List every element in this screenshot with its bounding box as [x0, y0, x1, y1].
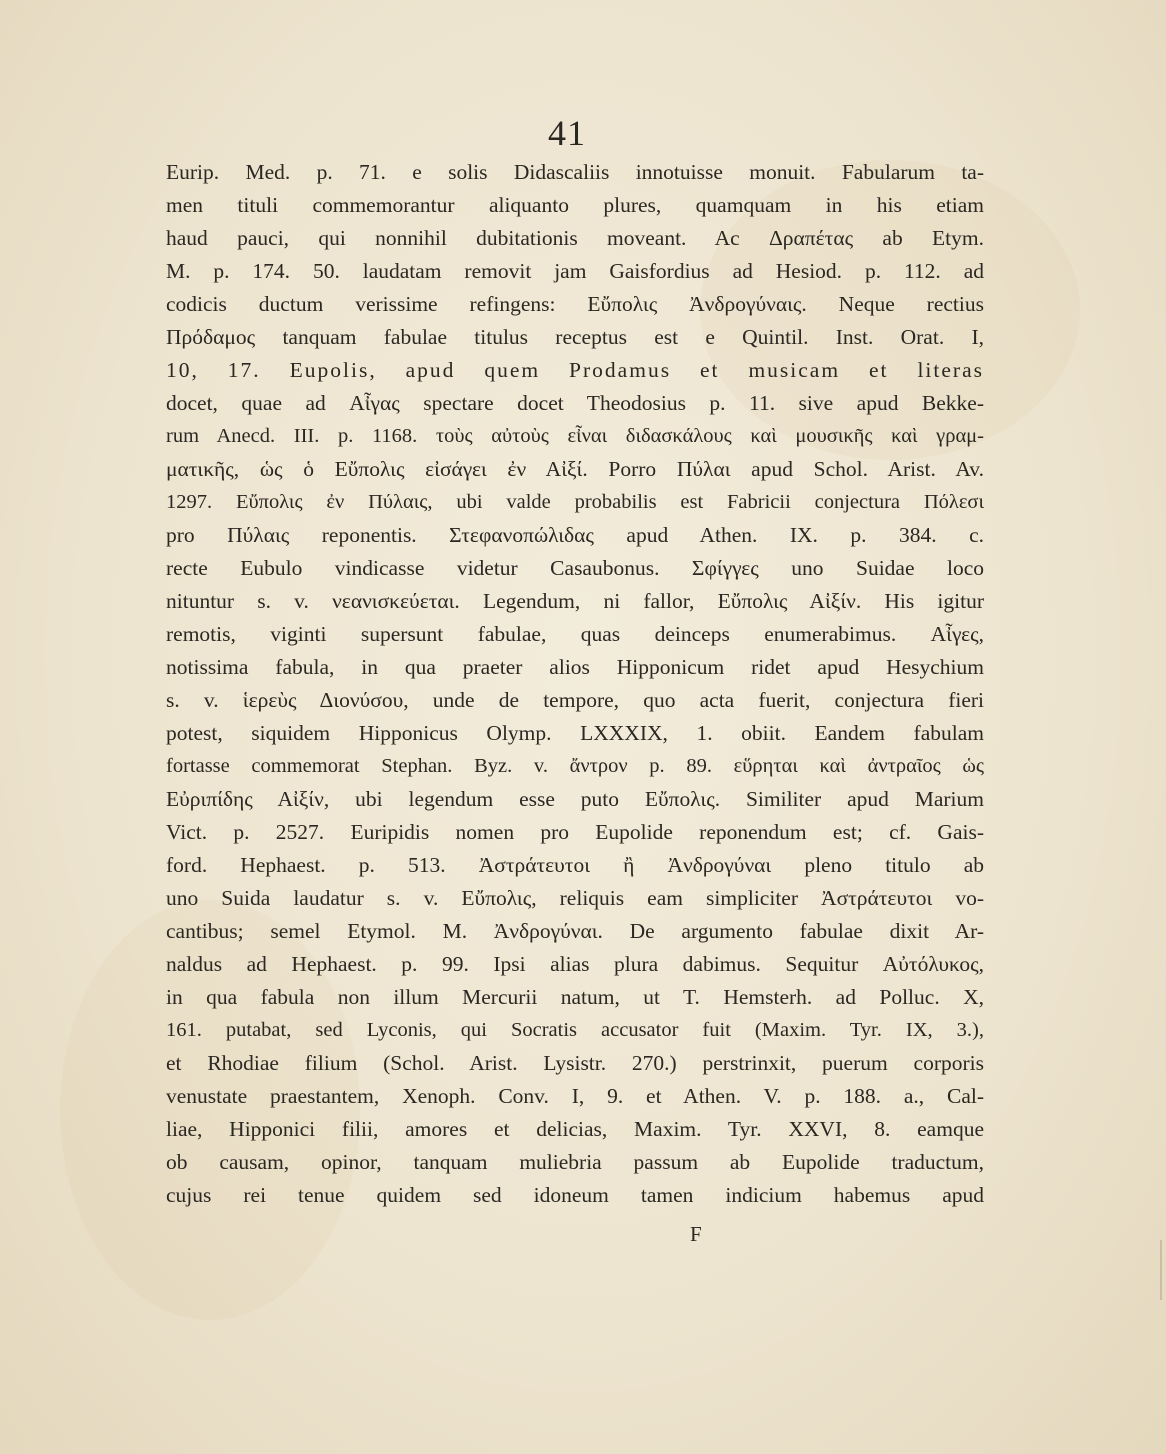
text-line: cujus rei tenue quidem sed idoneum tamen indicium habemus apud — [166, 1183, 984, 1207]
text-line: M. p. 174. 50. laudatam removit jam Gaisfordius ad Hesiod. p. 112. ad — [166, 259, 984, 283]
text-line: et Rhodiae filium (Schol. Arist. Lysistr. 270.) perstrinxit, puerum corporis — [166, 1051, 984, 1075]
page-number: 41 — [548, 113, 586, 153]
text-line: liae, Hipponici filii, amores et delicias, Maxim. Tyr. XXVI, 8. eamque — [166, 1117, 984, 1141]
text-line: remotis, viginti supersunt fabulae, quas deinceps enumerabimus. Αἶγες, — [166, 622, 984, 646]
text-line: docet, quae ad Αἶγας spectare docet Theodosius p. 11. sive apud Bekke- — [166, 391, 984, 415]
text-line: men tituli commemorantur aliquanto plures, quamquam in his etiam — [166, 193, 984, 217]
text-line: fortasse commemorat Stephan. Byz. v. ἄντρον p. 89. εὕρηται καὶ ἀντραῖος ὡς — [166, 755, 984, 777]
text-line: cantibus; semel Etymol. M. Ἀνδρογύναι. De argumento fabulae dixit Ar- — [166, 919, 984, 943]
signature-mark: F — [690, 1222, 702, 1246]
text-line: pro Πύλαις reponentis. Στεφανοπώλιδας apud Athen. IX. p. 384. c. — [166, 523, 984, 547]
text-line: recte Eubulo vindicasse videtur Casaubonus. Σφίγγες uno Suidae loco — [166, 556, 984, 580]
text-line: naldus ad Hephaest. p. 99. Ipsi alias plura dabimus. Sequitur Αὐτόλυκος, — [166, 952, 984, 976]
text-line: Eurip. Med. p. 71. e solis Didascaliis innotuisse monuit. Fabularum ta- — [166, 160, 984, 184]
body-text — [166, 156, 984, 1212]
text-line: codicis ductum verissime refingens: Εὔπολις Ἀνδρογύναις. Neque rectius — [166, 292, 984, 316]
text-line: 10, 17. Eupolis, apud quem Prodamus et musicam et literas — [166, 358, 984, 382]
text-line: potest, siquidem Hipponicus Olymp. LXXXIX, 1. obiit. Eandem fabulam — [166, 721, 984, 745]
text-line: in qua fabula non illum Mercurii natum, ut T. Hemsterh. ad Polluc. X, — [166, 985, 984, 1009]
text-line: rum Anecd. III. p. 1168. τοὺς αὐτοὺς εἶναι διδασκάλους καὶ μουσικῆς καὶ γραμ- — [166, 425, 984, 447]
text-line: nituntur s. v. νεανισκεύεται. Legendum, ni fallor, Εὔπολις Αἰξίν. His igitur — [166, 589, 984, 613]
page-edge-mark — [1160, 1240, 1162, 1300]
text-line: s. v. ἱερεὺς Διονύσου, unde de tempore, quo acta fuerit, conjectura fieri — [166, 688, 984, 712]
text-line: uno Suida laudatur s. v. Εὔπολις, reliquis eam simpliciter Ἀστράτευτοι vo- — [166, 886, 984, 910]
text-line: ob causam, opinor, tanquam muliebria passum ab Eupolide traductum, — [166, 1150, 984, 1174]
text-line: ford. Hephaest. p. 513. Ἀστράτευτοι ἢ Ἀνδρογύναι pleno titulo ab — [166, 853, 984, 877]
text-line: notissima fabula, in qua praeter alios Hipponicum ridet apud Hesychium — [166, 655, 984, 679]
text-line: Vict. p. 2527. Euripidis nomen pro Eupolide reponendum est; cf. Gais- — [166, 820, 984, 844]
text-line: Εὐριπίδης Αἰξίν, ubi legendum esse puto Εὔπολις. Similiter apud Marium — [166, 787, 984, 811]
text-line: haud pauci, qui nonnihil dubitationis moveant. Ac Δραπέτας ab Etym. — [166, 226, 984, 250]
text-line: Πρόδαμος tanquam fabulae titulus receptus est e Quintil. Inst. Orat. I, — [166, 325, 984, 349]
text-line: ματικῆς, ὡς ὁ Εὔπολις εἰσάγει ἐν Αἰξί. Porro Πύλαι apud Schol. Arist. Av. — [166, 457, 984, 481]
text-line: 161. putabat, sed Lyconis, qui Socratis accusator fuit (Maxim. Tyr. IX, 3.), — [166, 1019, 984, 1041]
text-line: venustate praestantem, Xenoph. Conv. I, 9. et Athen. V. p. 188. a., Cal- — [166, 1084, 984, 1108]
text-line: 1297. Εὔπολις ἐν Πύλαις, ubi valde probabilis est Fabricii conjectura Πόλεσι — [166, 491, 984, 513]
